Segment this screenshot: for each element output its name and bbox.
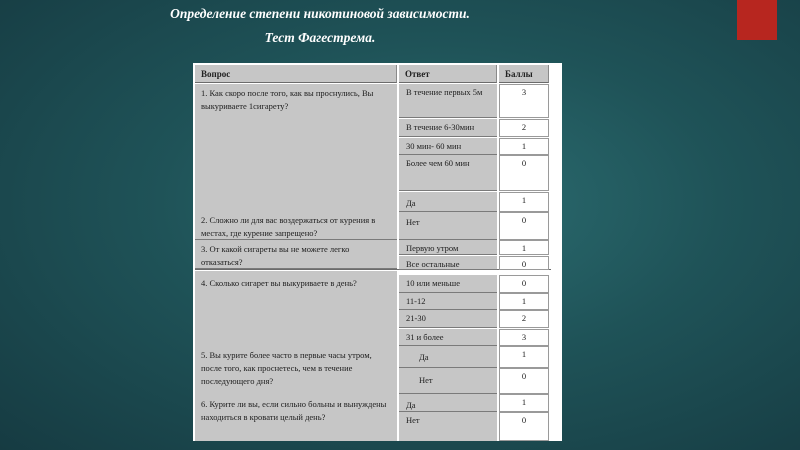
answer-cell: 21-30 xyxy=(399,310,497,328)
score-cell: 0 xyxy=(499,256,549,270)
answer-cell: В течение первых 5м xyxy=(399,84,497,118)
answer-cell: Первую утром xyxy=(399,240,497,255)
score-cell: 0 xyxy=(499,368,549,394)
score-cell: 3 xyxy=(499,84,549,118)
answer-cell: Да xyxy=(399,346,497,368)
question-block-1 xyxy=(195,84,397,240)
score-cell: 3 xyxy=(499,329,549,346)
score-cell: 1 xyxy=(499,346,549,368)
slide-title: Определение степени никотиновой зависимости. xyxy=(170,6,470,21)
question-2: 2. Сложно ли для вас воздержаться от курения в местах, где курение запрещено? xyxy=(201,215,376,238)
fagerstrom-test-table xyxy=(193,63,562,441)
header-score: Баллы xyxy=(499,65,549,83)
score-cell: 0 xyxy=(499,212,549,240)
score-cell: 1 xyxy=(499,394,549,412)
question-3: 3. От какой сигареты вы не можете легко отказаться? xyxy=(201,244,350,267)
answer-cell: Да xyxy=(399,192,497,212)
score-cell: 1 xyxy=(499,240,549,255)
score-cell: 2 xyxy=(499,119,549,137)
question-5: 5. Вы курите более часто в первые часы утром, после того, как проснетесь, чем в течение последующего дня? xyxy=(201,350,372,386)
score-cell: 0 xyxy=(499,412,549,441)
answer-cell: Нет xyxy=(399,412,497,441)
answer-cell: 31 и более xyxy=(399,329,497,346)
answer-cell: 10 или меньше xyxy=(399,275,497,293)
score-cell: 1 xyxy=(499,192,549,212)
question-block-2 xyxy=(195,240,397,269)
question-6: 6. Курите ли вы, если сильно больны и вынуждены находиться в кровати целый день? xyxy=(201,399,387,422)
answer-cell: 11-12 xyxy=(399,293,497,310)
red-accent-block xyxy=(737,0,777,40)
answer-cell: Нет xyxy=(399,212,497,240)
score-cell: 0 xyxy=(499,155,549,191)
answer-cell: Более чем 60 мин xyxy=(399,155,497,191)
answer-cell: Все остальные xyxy=(399,256,497,270)
score-cell: 2 xyxy=(499,310,549,328)
section-separator xyxy=(195,269,551,270)
score-cell: 1 xyxy=(499,293,549,310)
answer-cell: 30 мин- 60 мин xyxy=(399,138,497,155)
slide-subtitle: Тест Фагестрема. xyxy=(264,30,376,45)
answer-cell: В течение 6-30мин xyxy=(399,119,497,137)
question-4: 4. Сколько сигарет вы выкуриваете в день? xyxy=(201,278,357,288)
score-cell: 0 xyxy=(499,275,549,293)
answer-cell: Нет xyxy=(399,368,497,394)
question-1: 1. Как скоро после того, как вы проснулись, Вы выкуриваете 1сигарету? xyxy=(201,88,374,111)
header-question: Вопрос xyxy=(195,65,397,83)
header-answer: Ответ xyxy=(399,65,497,83)
score-cell: 1 xyxy=(499,138,549,155)
question-block-3 xyxy=(195,271,397,441)
answer-cell: Да xyxy=(399,394,497,412)
